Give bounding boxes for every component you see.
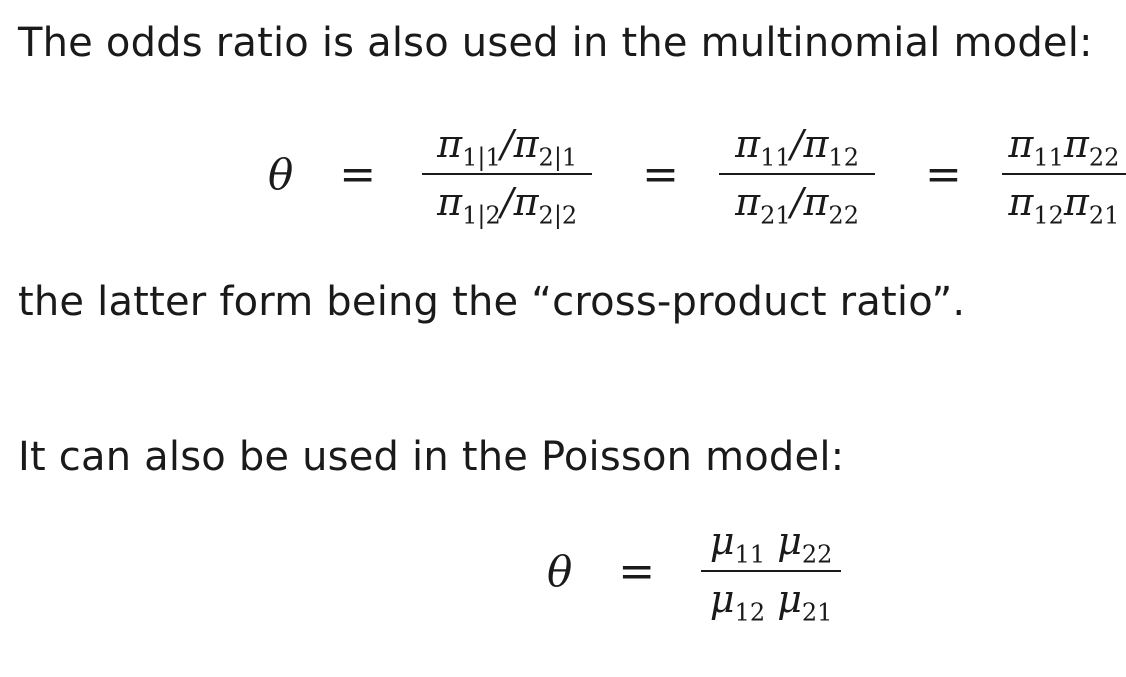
equals-sign: = bbox=[618, 545, 656, 597]
intro-poisson-text: It can also be used in the Poisson model: bbox=[18, 434, 845, 480]
fraction-numerator: $\pi_{11}/\pi_{12}$ bbox=[735, 122, 859, 172]
odds-ratio-poisson-equation bbox=[547, 512, 841, 630]
fraction-numerator: $\pi_{11}\pi_{22}$ bbox=[1008, 122, 1120, 172]
theta-symbol: θ bbox=[268, 149, 294, 199]
fraction-denominator: $\mu_{12}$ $\mu_{21}$ bbox=[709, 577, 833, 627]
theta-symbol: θ bbox=[547, 546, 573, 596]
fraction-bar bbox=[719, 173, 875, 175]
fraction-bar bbox=[1002, 173, 1126, 175]
cross-product-fraction bbox=[1002, 122, 1126, 230]
intro-multinomial-text: The odds ratio is also used in the multinomial model: bbox=[18, 20, 1093, 66]
equals-sign: = bbox=[642, 148, 680, 200]
poisson-means-fraction bbox=[701, 519, 841, 627]
fraction-denominator: $\pi_{12}\pi_{21}$ bbox=[1008, 180, 1120, 230]
fraction-bar bbox=[422, 173, 592, 175]
fraction-denominator: $\pi_{21}/\pi_{22}$ bbox=[735, 180, 859, 230]
fraction-numerator: $\pi_{1|1}/\pi_{2|1}$ bbox=[437, 122, 578, 172]
fraction-denominator: $\pi_{1|2}/\pi_{2|2}$ bbox=[437, 180, 578, 230]
cross-product-note-text: the latter form being the “cross-product ratio”. bbox=[18, 279, 966, 325]
conditional-odds-fraction bbox=[422, 122, 592, 230]
equals-sign: = bbox=[339, 148, 377, 200]
fraction-numerator: $\mu_{11}$ $\mu_{22}$ bbox=[709, 519, 833, 569]
equals-sign: = bbox=[925, 148, 962, 200]
fraction-bar bbox=[701, 570, 841, 572]
joint-odds-fraction bbox=[719, 122, 875, 230]
odds-ratio-multinomial-equation bbox=[268, 112, 1126, 236]
